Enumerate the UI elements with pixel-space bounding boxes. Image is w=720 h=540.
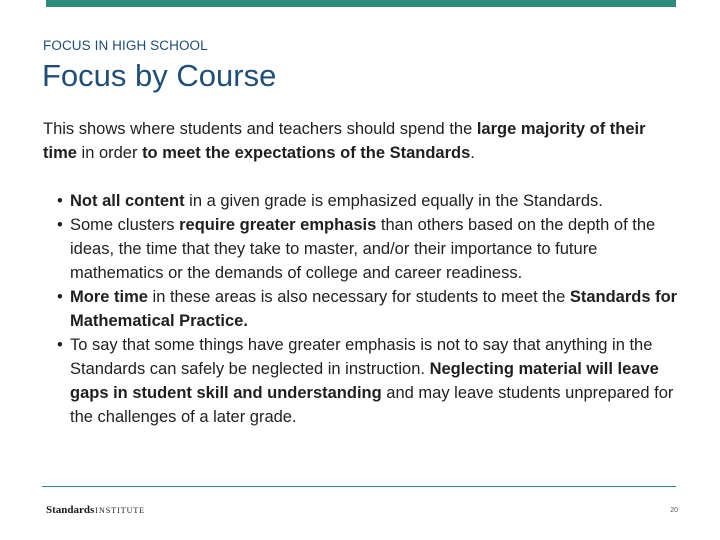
bullet-marker: • <box>57 336 63 354</box>
bullet-text: and may leave students unprepared for the challenges of a later grade. <box>70 384 674 426</box>
footer-divider <box>42 486 676 487</box>
bullet-marker: • <box>57 288 63 306</box>
bullet-text: Some clusters <box>70 216 180 234</box>
bullet-emphasis: Standards for Mathematical Practice. <box>70 288 678 330</box>
bullet-item <box>56 285 681 333</box>
page-title: Focus by Course <box>42 58 277 93</box>
bullet-text: in these areas is also necessary for students to meet the <box>147 288 570 306</box>
logo-sub-text: INSTITUTE <box>95 506 146 515</box>
bullet-emphasis: More time <box>70 288 148 306</box>
bullet-emphasis: Neglecting material will leave gaps in student skill and understanding <box>70 360 659 402</box>
intro-text: This shows where students and teachers should spend the <box>43 120 477 138</box>
bullet-list <box>56 189 681 429</box>
bullet-item <box>56 189 681 213</box>
bullet-marker: • <box>57 216 63 234</box>
bullet-emphasis: Not all content <box>70 192 185 210</box>
bullet-emphasis: require greater emphasis <box>179 216 377 234</box>
page-number: 20 <box>670 507 678 514</box>
intro-emphasis: large majority of their time <box>43 120 646 162</box>
bullet-text: in a given grade is emphasized equally in the Standards. <box>184 192 603 210</box>
section-eyebrow: FOCUS IN HIGH SCHOOL <box>43 38 208 53</box>
bullet-item <box>56 333 681 429</box>
logo-main-text: Standards <box>46 504 95 516</box>
bullet-item <box>56 213 681 285</box>
intro-emphasis: to meet the expectations of the Standards <box>142 144 471 162</box>
intro-paragraph <box>43 117 683 165</box>
intro-text: in order <box>76 144 143 162</box>
bullet-text: than others based on the depth of the ideas, the time that they take to master, and/or their importance to future mathematics or the demands of college and career readiness. <box>70 216 656 282</box>
bullet-text: To say that some things have greater emphasis is not to say that anything in the Standards can safely be neglected in instruction. <box>70 336 653 378</box>
top-accent-bar <box>46 0 676 7</box>
intro-text: . <box>470 144 475 162</box>
bullet-marker: • <box>57 192 63 210</box>
standards-institute-logo <box>46 504 145 516</box>
